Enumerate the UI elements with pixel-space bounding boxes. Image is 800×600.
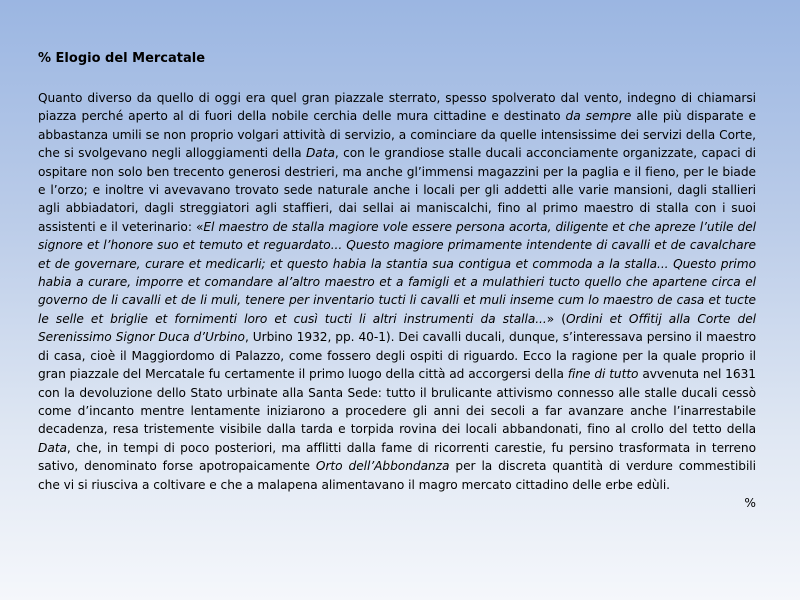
text-run: per la discreta quantità di verdure commestibili che vi si riusciva a coltivare e che a malapena alimentavano il magro mercato cittadino delle erbe edùli. <box>38 459 756 492</box>
text-run: , che, in tempi di poco posteriori, ma afflitti dalla fame di ricorrenti carestie, fu persino trasformata in terreno sativo, denominato forse apotropaicamente <box>38 440 756 474</box>
italic-text-run: Ordini et Offitij alla Corte del Serenissimo Signor Duca d’Urbino <box>38 311 757 345</box>
italic-text-run: fine di tutto <box>567 367 639 382</box>
document-page <box>38 50 756 512</box>
section-heading: % Elogio del Mercatale <box>38 51 206 66</box>
text-run: avvenuta nel 1631 con la devoluzione dello Stato urbinate alla Santa Sede: tutto il brulicante attivismo connesso alle stalle ducali cessò come d’incanto mentre lentamente iniziarono a procedere gli anni dei secoli a far avanzare anche l’inarrestabile decadenza, resa tristemente visibile dalla tarda e torpida rovina dei locali abbandonati, fino al crollo del tetto della <box>38 367 756 437</box>
body-paragraph <box>38 89 756 494</box>
italic-text-run: da sempre <box>565 109 632 124</box>
italic-text-run: Data <box>305 146 335 161</box>
text-run: , Urbino 1932, pp. 40-1). Dei cavalli ducali, dunque, s’interessava persino il maestro di casa, cioè il Maggiordomo di Palazzo, come fossero degli ospiti di riguardo. Ecco la ragione per la quale proprio il gran piazzale del Mercatale fu certamente il primo luogo della città ad accorgersi della <box>38 330 756 382</box>
text-run: Quanto diverso da quello di oggi era quel gran piazzale sterrato, spesso spolverato dal vento, indegno di chiamarsi piazza perché aperto al di fuori della nobile cerchia delle mura cittadine e destinato <box>38 91 756 124</box>
text-run: » ( <box>546 311 566 326</box>
text-run: alle più disparate e abbastanza umili se non proprio volgari attività di servizio, a cominciare da quelle intensissime dei servizi della Corte, che si svolgevano negli alloggiamenti della <box>38 109 757 161</box>
text-run: , con le grandiose stalle ducali acconciamente organizzate, capaci di ospitare non solo ben trecento generosi destrieri, ma anche gl’immensi magazzini per la paglia e il fieno, per le biade e l’orzo; e inoltre vi avevavano trovato sede naturale anche i locali per gli addetti alle varie mansioni, dagli stallieri agli abbiadatori, dagli streggiatori agli staffieri, dai sellai ai maniscalchi, fino al primo maestro di stalla con i suoi assistenti e il veterinario: « <box>38 146 757 234</box>
italic-text-run: Data <box>38 440 67 455</box>
italic-text-run: Orto dell’Abbondanza <box>315 459 450 474</box>
italic-text-run: El maestro de stalla magiore vole essere persona acorta, diligente et che apreze l’utile del signore et l’honore suo et temuto et reguardato... Questo magiore primamente intendente di cavalli et de cavalchare et de governare, curare et medicarli; et questo habia la stantia sua contigua et commoda a la stalla... Questo primo habia a curare, imporre et comandare al’altro maestro et a famigli et a mulathieri tucto quello che apartene circa el governo de li cavalli et de li muli, tenere per inventario tucti li cavalli et muli inseme cum lo maestro de casa et tucte le selle et briglie et fornimenti loro et cusì tucti li altri instrumenti da stalla... <box>38 219 756 326</box>
end-mark: % <box>744 495 756 510</box>
